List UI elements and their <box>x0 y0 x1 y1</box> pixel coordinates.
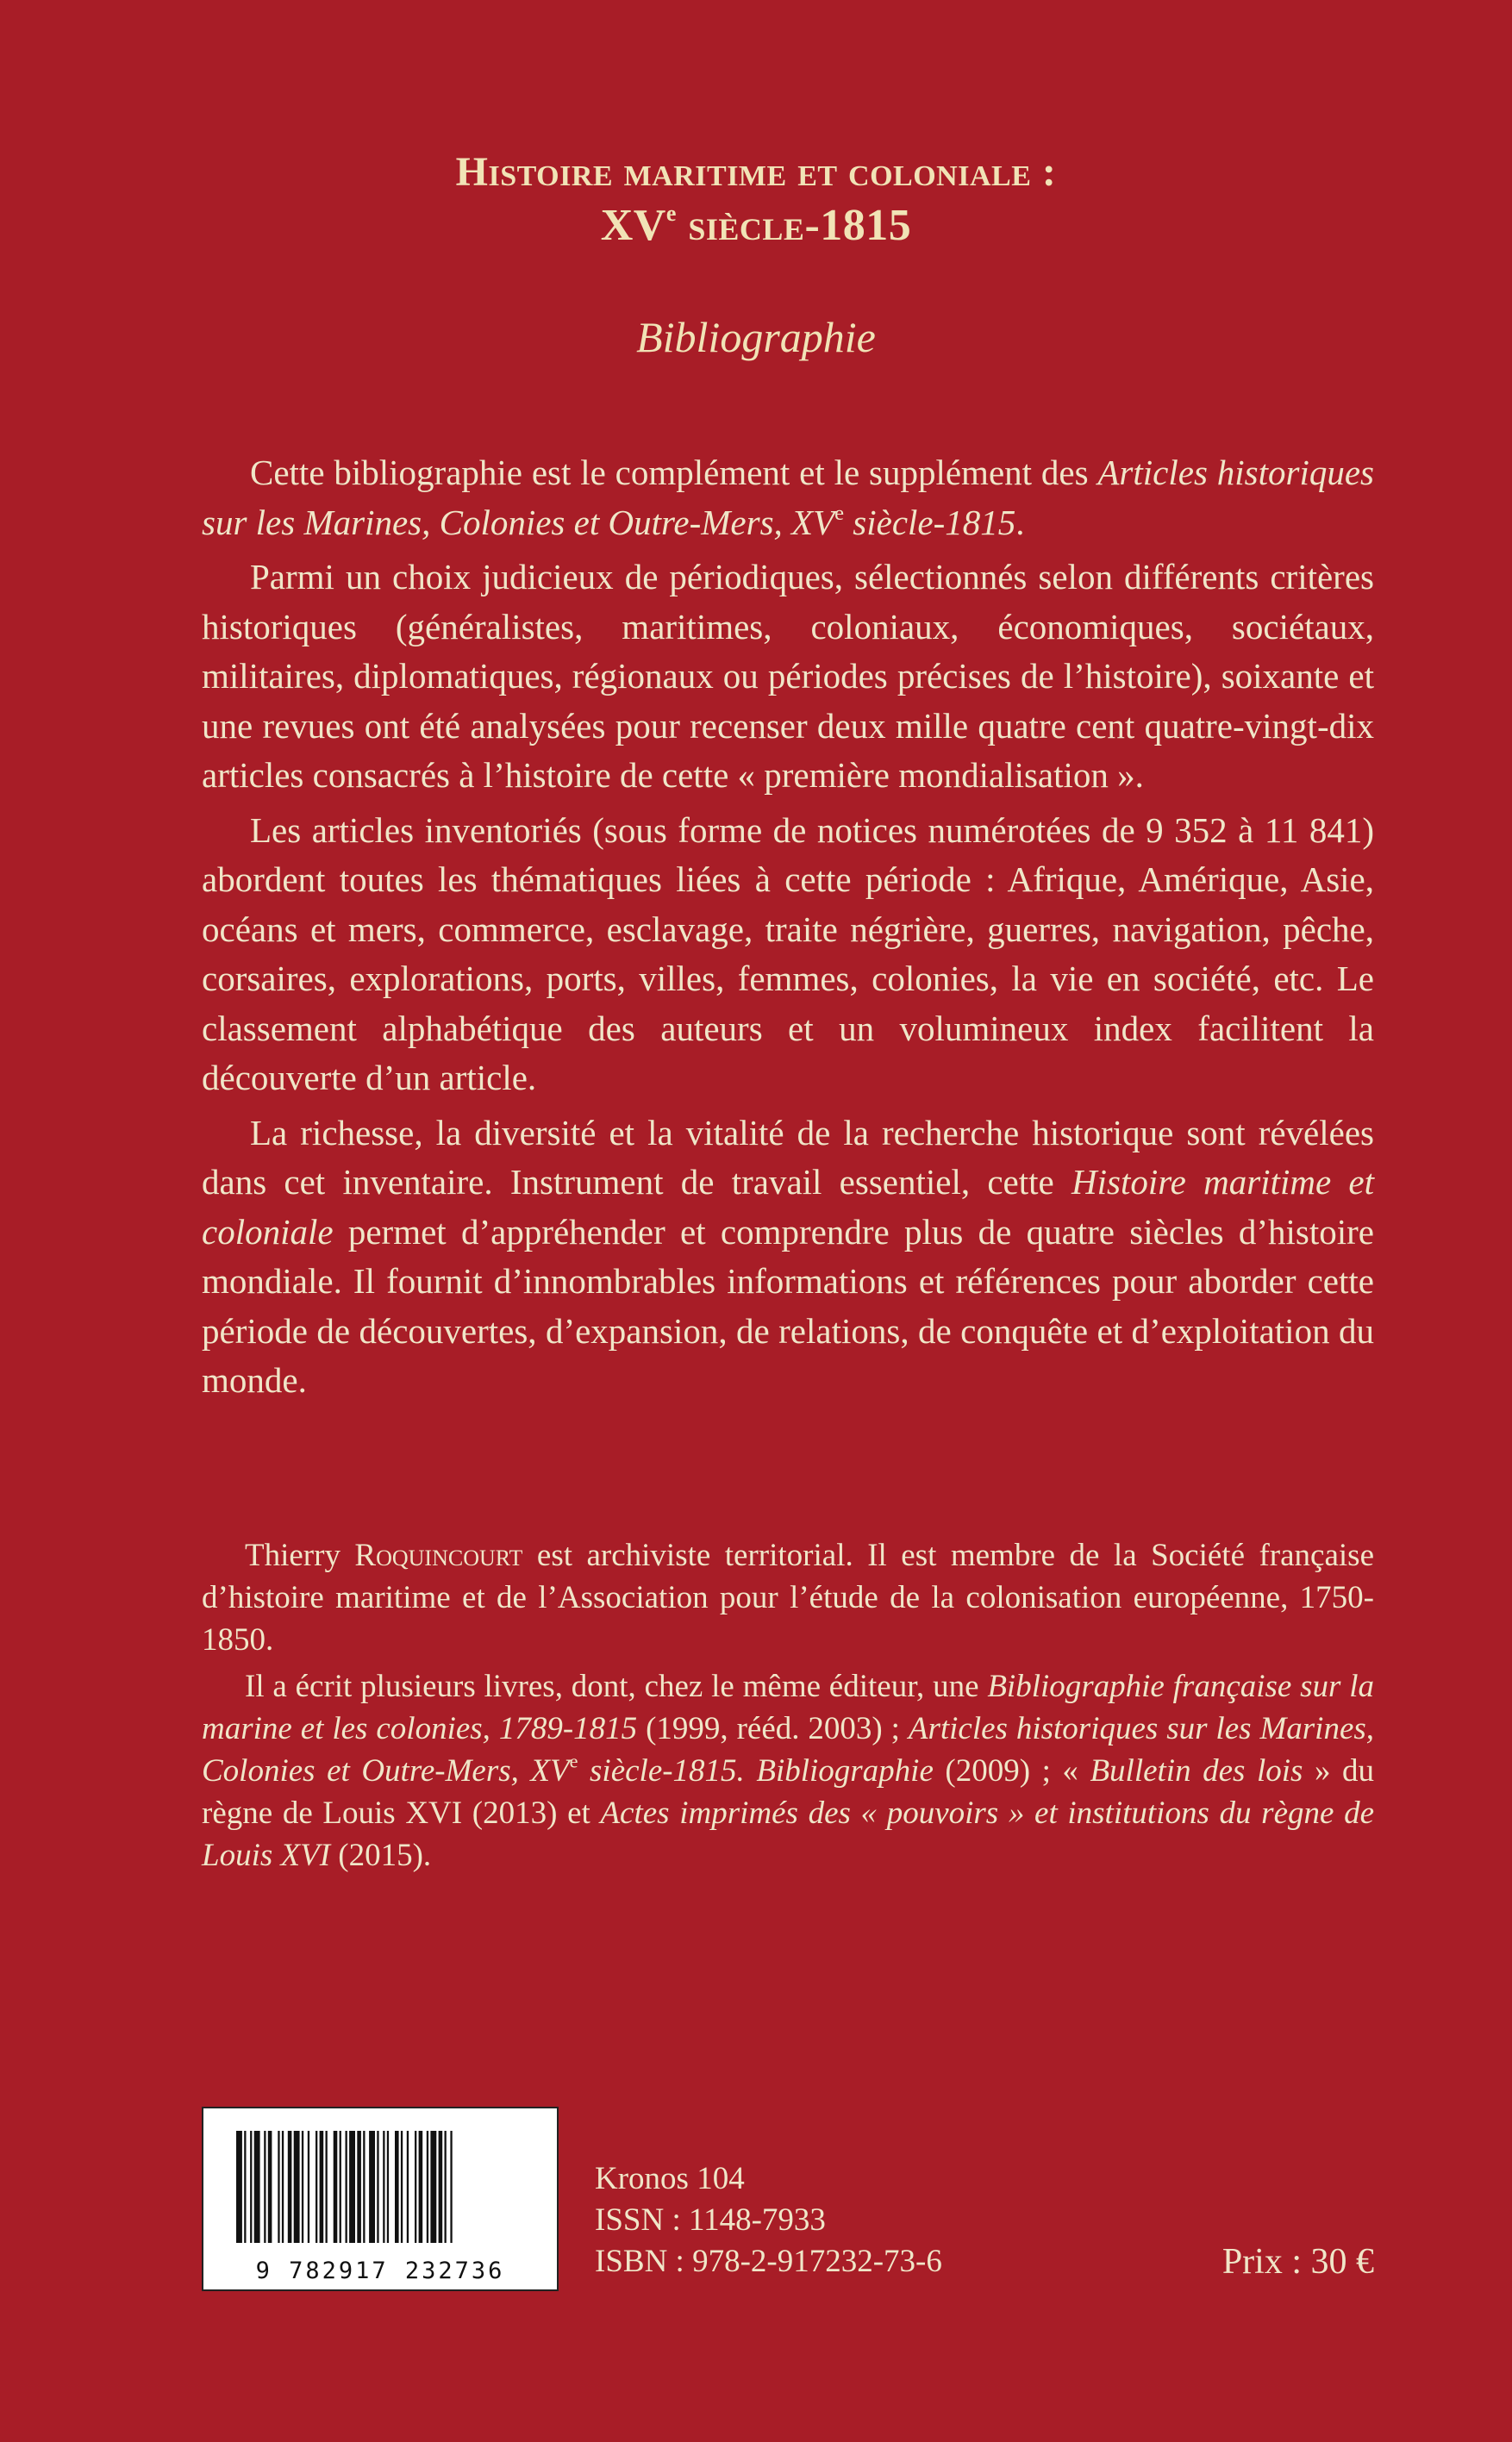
barcode-bar <box>340 2131 341 2243</box>
isbn-barcode <box>202 2107 559 2291</box>
barcode-bar <box>419 2131 423 2243</box>
barcode-bar <box>302 2131 303 2243</box>
title-period: siècle-1815 <box>676 201 912 250</box>
barcode-bar <box>357 2131 361 2243</box>
barcode-bar <box>236 2131 242 2243</box>
barcode-bar <box>415 2131 416 2243</box>
barcode-bar <box>346 2131 347 2243</box>
barcode-bar <box>334 2131 338 2243</box>
barcode-bar <box>387 2131 389 2243</box>
author-lastname: Roquincourt <box>354 1538 523 1573</box>
barcode-bar <box>320 2131 324 2243</box>
series-number: Kronos 104 <box>595 2161 745 2196</box>
cover-title <box>0 147 1512 253</box>
barcode-bar <box>250 2131 252 2243</box>
author-paragraph-1 <box>202 1534 1374 1661</box>
barcode-bar <box>254 2131 260 2243</box>
author-bio-text: est archiviste territorial. Il est membre de la Société française d’histoire maritime et de l’Association pour l’étude de la colonisation européenne, 1750-1850. <box>202 1538 1374 1658</box>
barcode-bar <box>450 2131 452 2243</box>
p4-rest: permet d’appréhender et comprendre plus de quatre siècles d’histoire mondiale. Il fournit d’innombrables informations et références pour aborder cette période de découvertes, d’expansion, de relations, de conquête et d’exploitation du monde. <box>202 1211 1374 1400</box>
author-bio <box>202 1534 1374 1881</box>
barcode-bar <box>316 2131 317 2243</box>
blurb-paragraph-1 <box>202 448 1374 547</box>
a2-sup: e <box>569 1750 578 1772</box>
publication-info <box>595 2158 942 2283</box>
barcode-bar <box>268 2131 272 2243</box>
author-paragraph-2 <box>202 1665 1374 1877</box>
barcode-bar <box>264 2131 266 2243</box>
blurb-paragraph-4 <box>202 1109 1374 1406</box>
barcode-bar <box>244 2131 246 2243</box>
p1-italic-end: siècle-1815 <box>844 502 1016 542</box>
barcode-bar <box>308 2131 309 2243</box>
barcode-bar <box>278 2131 279 2243</box>
blurb-paragraph-2: Parmi un choix judicieux de périodiques, sélectionnés selon différents critères historiques (généralistes, maritimes, coloniaux, économiques, sociétaux, militaires, diplomatiques, régionaux ou périodes précises de l’histoire), soixante et une revues ont été analysées pour recenser deux mille quatre cent quatre-vingt-dix articles consacrés à l’histoire de cette « première mondialisation ». <box>202 557 1374 795</box>
p1-italic: Articles historiques sur les Marines, Colonies et Outre-Mers, XV <box>202 453 1374 542</box>
issn: ISSN : 1148-7933 <box>595 2202 826 2238</box>
title-century-sup: e <box>665 201 677 226</box>
a2-g: Bulletin des lois <box>1090 1753 1303 1789</box>
barcode-bar <box>377 2131 378 2243</box>
title-line-2 <box>0 198 1512 253</box>
isbn: ISBN : 978-2-917232-73-6 <box>595 2244 942 2279</box>
barcode-digits: 9 782917 232736 <box>255 2258 505 2284</box>
barcode-bar <box>294 2131 300 2243</box>
barcode-bar <box>282 2131 284 2243</box>
a2-d: Articles historiques sur les Marines, Colonies et Outre-Mers, XV <box>202 1711 1375 1789</box>
barcode-bar <box>395 2131 399 2243</box>
a2-j: Actes imprimés des « pouvoirs » et institutions du règne de Louis XVI <box>202 1796 1374 1873</box>
a2-h: » du règne de Louis XVI <box>202 1753 1374 1831</box>
barcode-bar <box>288 2131 292 2243</box>
p4-italic: Histoire maritime et coloniale <box>202 1162 1374 1252</box>
barcode-bars <box>236 2131 526 2243</box>
barcode-bar <box>427 2131 428 2243</box>
a2-f: (2009) ; « <box>933 1753 1090 1789</box>
barcode-bar <box>401 2131 403 2243</box>
barcode-bar <box>369 2131 375 2243</box>
a2-b: Bibliographie française sur la marine et les colonies, 1789-1815 <box>202 1669 1375 1746</box>
cover-subtitle: Bibliographie <box>636 313 876 361</box>
barcode-bar <box>407 2131 409 2243</box>
blurb <box>202 448 1374 1411</box>
author-firstname: Thierry <box>245 1538 355 1573</box>
title-century: XV <box>600 201 666 250</box>
a2-i: (2013) et <box>462 1796 601 1831</box>
p1-end: . <box>1015 502 1025 542</box>
barcode-bar <box>430 2131 436 2243</box>
price: Prix : 30 € <box>1221 2242 1374 2282</box>
p1-text: Cette bibliographie est le complément et le supplément des <box>250 453 1098 492</box>
a2-a: Il a écrit plusieurs livres, dont, chez le même éditeur, une <box>245 1669 988 1704</box>
a2-e: siècle-1815. Bibliographie <box>578 1753 934 1789</box>
barcode-bar <box>439 2131 443 2243</box>
barcode-bar <box>383 2131 384 2243</box>
title-line-1: Histoire maritime et coloniale : <box>455 149 1057 195</box>
barcode-bar <box>326 2131 328 2243</box>
p4-text: La richesse, la diversité et la vitalité de la recherche historique sont révélées dans cet inventaire. Instrument de travail essentiel, cette <box>202 1112 1374 1202</box>
blurb-paragraph-3: Les articles inventoriés (sous forme de notices numérotées de 9 352 à 11 841) abordent toutes les thématiques liées à cette période : Afrique, Amérique, Asie, océans et mers, commerce, esclavage, traite négrière, guerres, navigation, pêche, corsaires, explorations, ports, villes, femmes, colonies, la vie en société, etc. Le classement alphabétique des auteurs et un volumineux index facilitent la découverte d’un article. <box>202 809 1374 1097</box>
p1-sup: e <box>834 501 845 525</box>
barcode-bar <box>349 2131 355 2243</box>
a2-c: (1999, rééd. 2003) ; <box>637 1711 909 1746</box>
barcode-bar <box>363 2131 365 2243</box>
barcode-bar <box>445 2131 447 2243</box>
a2-k: (2015). <box>330 1838 432 1873</box>
